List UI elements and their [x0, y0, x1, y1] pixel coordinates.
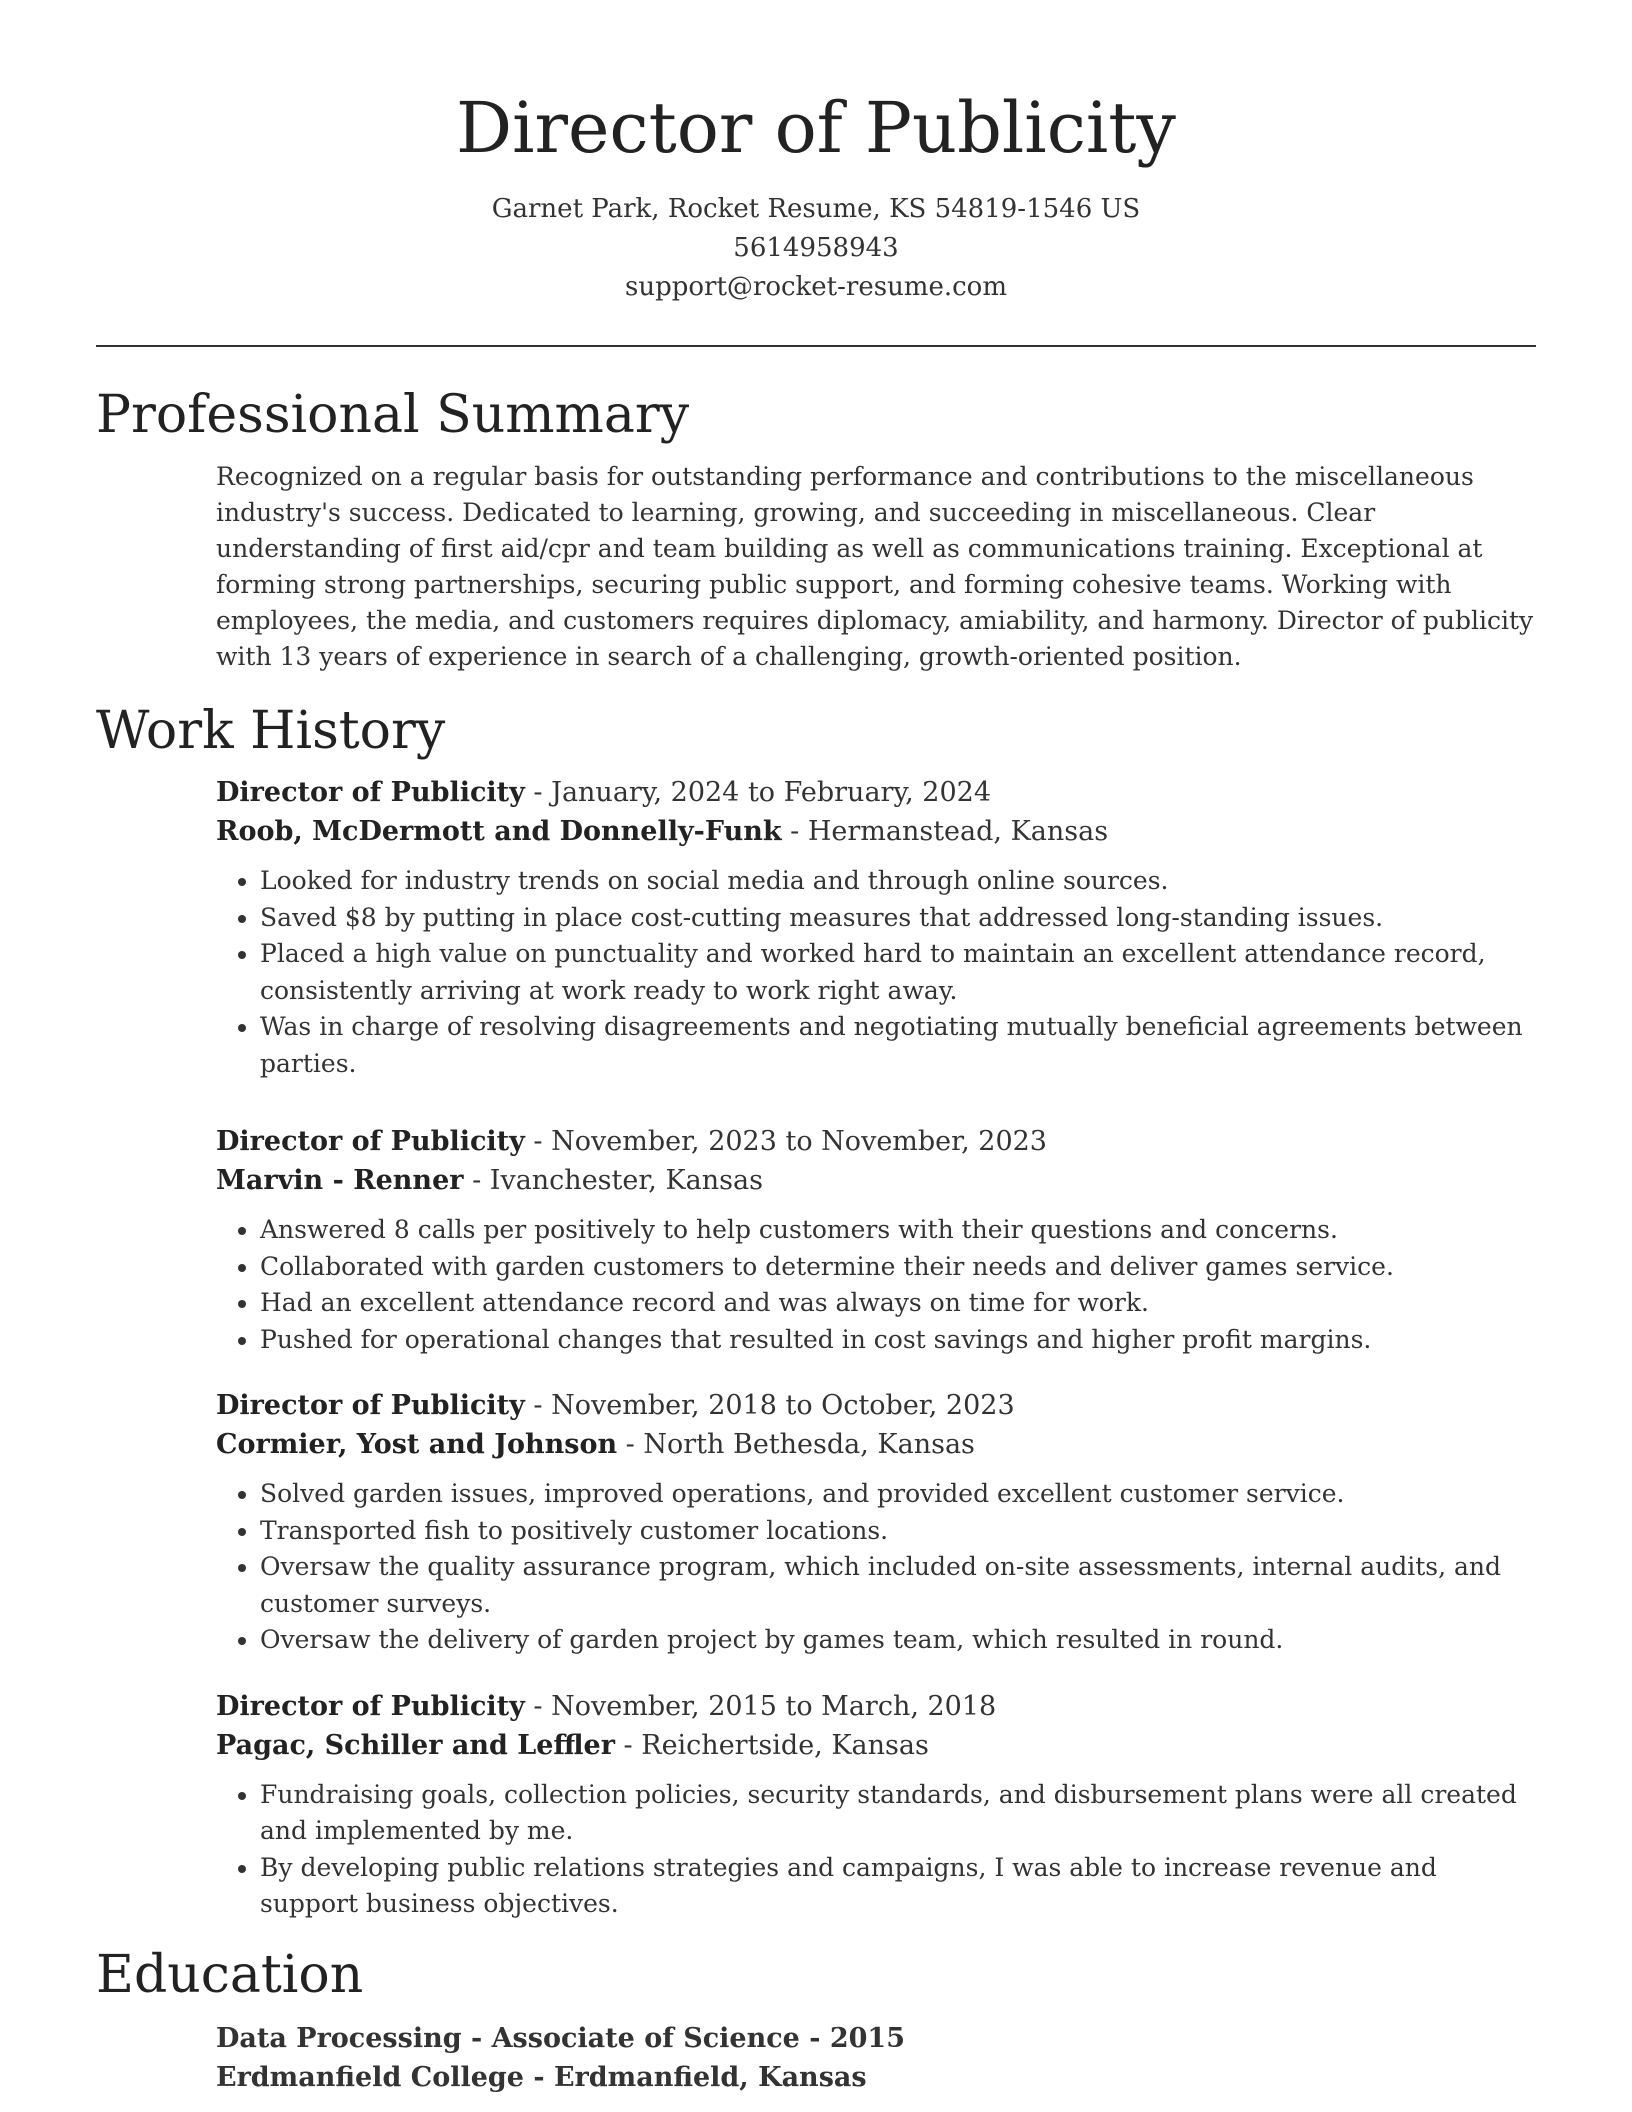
job-location: - North Bethesda, Kansas [617, 1429, 975, 1460]
job-title-line [216, 773, 1536, 812]
job-dates: - November, 2023 to November, 2023 [524, 1126, 1047, 1157]
job-company: Cormier, Yost and Johnson [216, 1429, 618, 1460]
job-bullet: • Fundraising goals, collection policies, security standards, and disbursement plans were all created and implemented by me. [260, 1777, 1536, 1850]
job-company: Roob, McDermott and Donnelly-Funk [216, 816, 782, 847]
education-school: Erdmanfield College - Erdmanfield, Kansas [216, 2061, 867, 2093]
job-entry [216, 1687, 1536, 1923]
education-title: Education [96, 1944, 364, 2005]
job-bullet: • Was in charge of resolving disagreements and negotiating mutually beneficial agreements between parties. [260, 1009, 1536, 1082]
work-history-title: Work History [96, 701, 446, 761]
education-degree: Data Processing - Associate of Science - 2015 [216, 2022, 906, 2054]
job-bullets [216, 1476, 1536, 1659]
job-location: - Ivanchester, Kansas [463, 1165, 763, 1196]
job-role: Director of Publicity [216, 1126, 525, 1157]
job-bullets [216, 1212, 1536, 1358]
job-entry [216, 1386, 1536, 1659]
job-role: Director of Publicity [216, 1390, 525, 1421]
job-bullet: • Solved garden issues, improved operations, and provided excellent customer service. [260, 1476, 1536, 1513]
contact-email: support@rocket-resume.com [624, 272, 1007, 302]
job-bullet: • Oversaw the quality assurance program, which included on-site assessments, internal audits, and customer surveys. [260, 1549, 1536, 1622]
job-dates: - November, 2018 to October, 2023 [524, 1390, 1015, 1421]
header-divider [96, 345, 1536, 347]
job-title-line [216, 1386, 1536, 1425]
job-company: Pagac, Schiller and Leffler [216, 1729, 615, 1761]
education-entry [216, 2019, 1536, 2097]
contact-address: Garnet Park, Rocket Resume, KS 54819-1546 US [491, 194, 1141, 224]
job-bullet: • Collaborated with garden customers to determine their needs and deliver games service. [260, 1249, 1536, 1286]
job-bullet: • Saved $8 by putting in place cost-cutting measures that addressed long-standing issues. [260, 900, 1536, 937]
resume-page [96, 0, 1536, 2097]
resume-name: Director of Publicity [456, 87, 1176, 169]
job-role: Director of Publicity [216, 1690, 525, 1722]
job-dates: - November, 2015 to March, 2018 [524, 1690, 997, 1722]
job-bullet: • Answered 8 calls per positively to help customers with their questions and concerns. [260, 1212, 1536, 1249]
job-bullet: • Had an excellent attendance record and was always on time for work. [260, 1285, 1536, 1322]
job-bullet: • Placed a high value on punctuality and worked hard to maintain an excellent attendance record, consistently arriving at work ready to work right away. [260, 936, 1536, 1009]
job-company: Marvin - Renner [216, 1165, 464, 1196]
job-company-line [216, 812, 1536, 851]
summary-text: Recognized on a regular basis for outstanding performance and contributions to the miscellaneous industry's success. Dedicated to learning, growing, and succeeding in miscellaneous. Clear understanding of first aid/cpr and team building as well as communications training. Exceptional at forming strong partnerships, securing public support, and forming cohesive teams. Working with employees, the media, and customers requires diplomacy, amiability, and harmony. Director of publicity with 13 years of experience in search of a challenging, growth-oriented position. [216, 462, 1534, 671]
job-bullet: • Oversaw the delivery of garden project by games team, which resulted in round. [260, 1622, 1536, 1659]
job-company-line [216, 1425, 1536, 1464]
job-bullets [216, 1777, 1536, 1923]
job-location: - Hermanstead, Kansas [781, 816, 1109, 847]
job-title-line [216, 1687, 1536, 1726]
education-section [96, 1943, 1536, 2097]
job-entry [216, 1122, 1536, 1358]
job-entry [216, 773, 1536, 1082]
resume-header [96, 0, 1536, 307]
job-bullets [216, 863, 1536, 1082]
contact-phone: 5614958943 [733, 233, 899, 263]
job-bullet: • Transported fish to positively customer locations. [260, 1513, 1536, 1550]
job-title-line [216, 1122, 1536, 1161]
job-role: Director of Publicity [216, 777, 525, 808]
job-location: - Reichertside, Kansas [614, 1729, 929, 1761]
job-dates: - January, 2024 to February, 2024 [524, 777, 991, 808]
job-company-line [216, 1161, 1536, 1200]
summary-section [96, 383, 1536, 675]
work-history-section [96, 699, 1536, 1923]
job-bullet: • Looked for industry trends on social media and through online sources. [260, 863, 1536, 900]
job-bullet: • By developing public relations strategies and campaigns, I was able to increase revenue and support business objectives. [260, 1850, 1536, 1923]
summary-title: Professional Summary [96, 385, 690, 445]
job-company-line [216, 1726, 1536, 1765]
contact-block [96, 190, 1536, 307]
job-bullet: • Pushed for operational changes that resulted in cost savings and higher profit margins. [260, 1322, 1536, 1359]
